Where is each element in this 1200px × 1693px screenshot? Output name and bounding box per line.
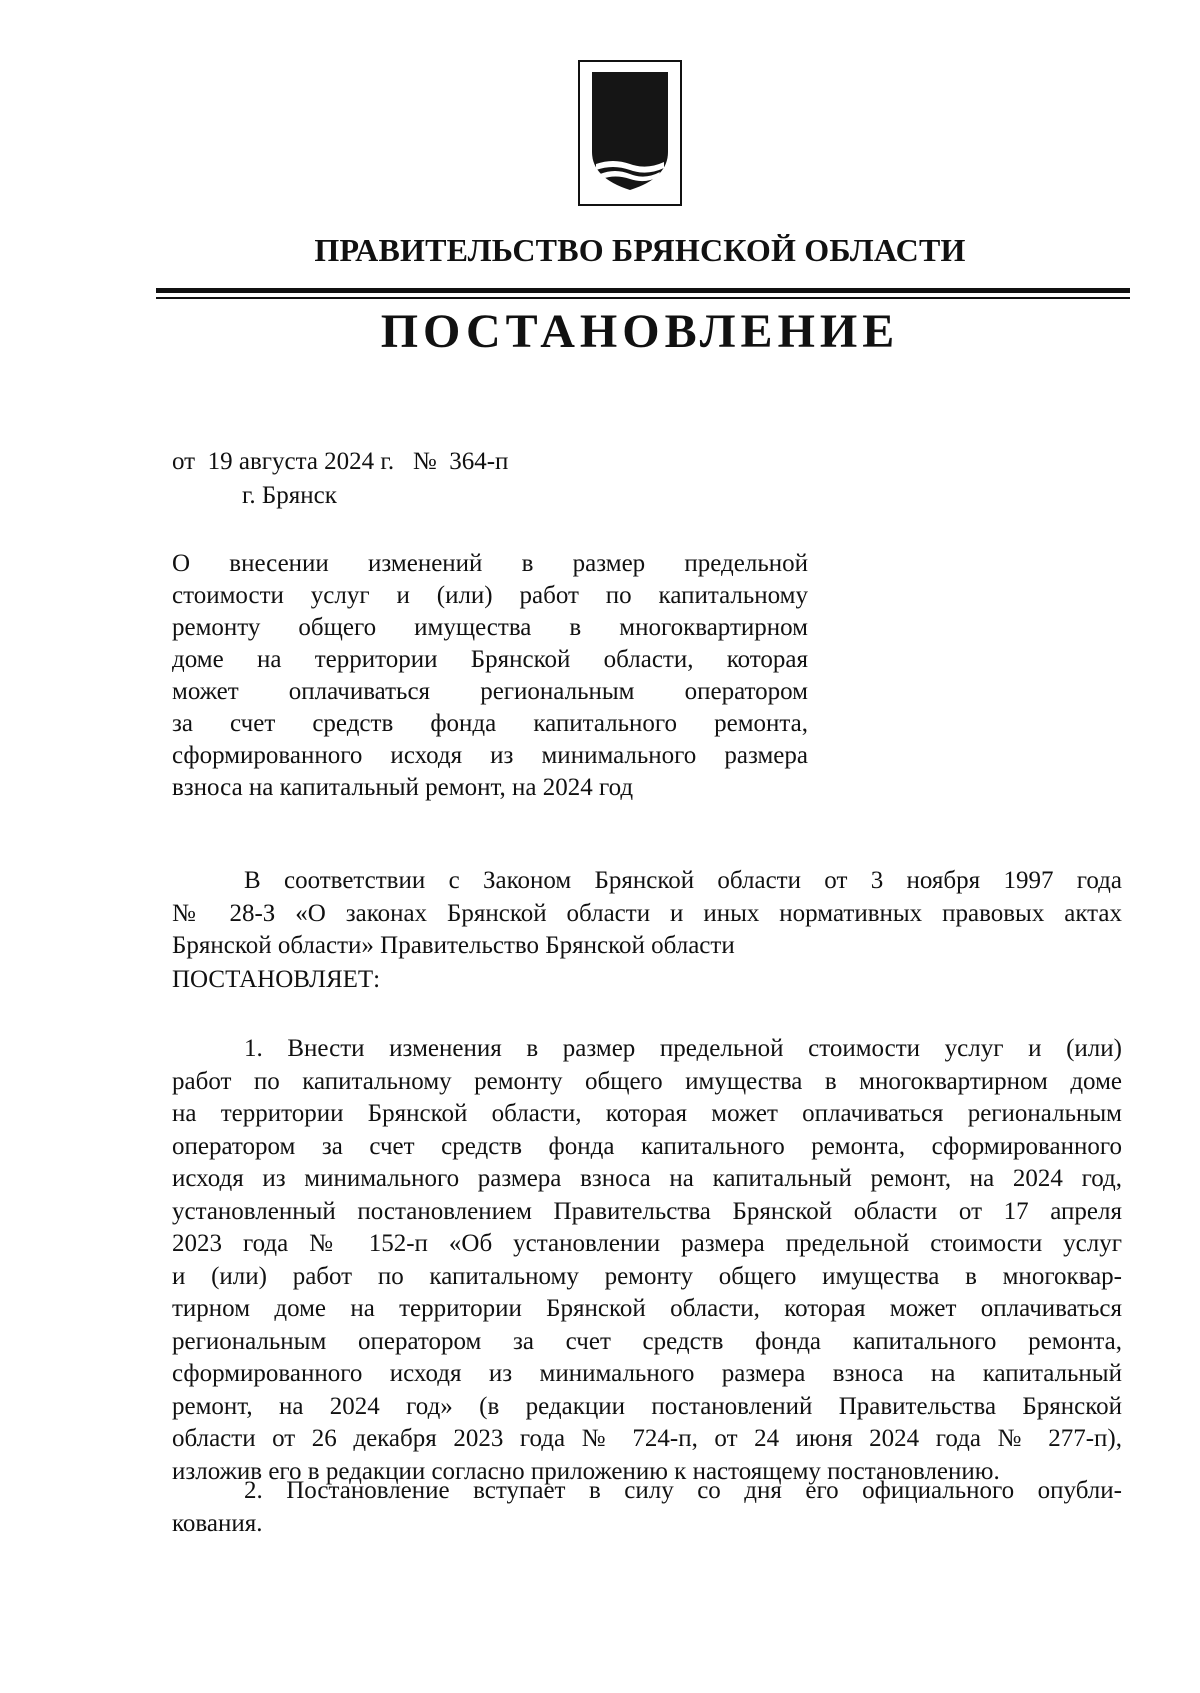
subject-line: сформированного исходя из минимального размера xyxy=(172,742,808,769)
subject-line: доме на территории Брянской области, которая xyxy=(172,646,808,673)
paragraph-line: установленный постановлением Правительства Брянской области от 17 апреля xyxy=(172,1197,1122,1225)
subject-line: ремонту общего имущества в многоквартирном xyxy=(172,614,808,641)
document-kind-title: ПОСТАНОВЛЕНИЕ xyxy=(380,305,900,358)
paragraph-line: 2. Постановление вступает в силу со дня его официального опубли- xyxy=(244,1477,1122,1504)
subject-line: за счет средств фонда капитального ремонта, xyxy=(172,710,808,737)
paragraph-line: оператором за счет средств фонда капитального ремонта, сформированного xyxy=(172,1132,1122,1160)
preamble-line: № 28-З «О законах Брянской области и иных нормативных правовых актах xyxy=(172,899,1122,927)
document-city: г. Брянск xyxy=(242,482,337,509)
header-rule-thin xyxy=(156,297,1130,299)
document-date: 19 августа 2024 г. xyxy=(207,448,395,475)
subject-line: может оплачиваться региональным оператором xyxy=(172,678,808,705)
paragraph-line: 1. Внести изменения в размер предельной стоимости услуг и (или) xyxy=(244,1035,1122,1062)
date-number-line xyxy=(172,448,508,476)
document-subject xyxy=(172,548,808,804)
paragraph-line: региональным оператором за счет средств фонда капитального ремонта, xyxy=(172,1327,1122,1355)
subject-line: О внесении изменений в размер предельной xyxy=(172,550,808,577)
paragraph-line: работ по капитальному ремонту общего имущества в многоквартирном доме xyxy=(172,1067,1122,1095)
header-rule-thick xyxy=(156,288,1130,293)
paragraph-line: исходя из минимального размера взноса на капитальный ремонт, на 2024 год, xyxy=(172,1165,1122,1192)
number-label: № xyxy=(412,448,437,475)
paragraph-line: на территории Брянской области, которая может оплачиваться региональным xyxy=(172,1100,1122,1127)
government-title: ПРАВИТЕЛЬСТВО БРЯНСКОЙ ОБЛАСТИ xyxy=(314,232,966,268)
paragraph-line: и (или) работ по капитальному ремонту общего имущества в многоквар- xyxy=(172,1262,1122,1290)
paragraph-1 xyxy=(172,1033,1122,1488)
paragraph-line: 2023 года № 152-п «Об установлении размера предельной стоимости услуг xyxy=(172,1230,1122,1257)
paragraph-line: изложив его в редакции согласно приложению к настоящему постановлению. xyxy=(172,1457,1000,1485)
from-label: от xyxy=(172,448,196,475)
preamble-line: Брянской области» Правительство Брянской области xyxy=(172,932,735,959)
paragraph-2 xyxy=(172,1475,1122,1540)
preamble-line: В соответствии с Законом Брянской области от 3 ноября 1997 года xyxy=(244,867,1122,894)
paragraph-line: области от 26 декабря 2023 года № 724-п, от 24 июня 2024 года № 277-п), xyxy=(172,1425,1122,1452)
preamble xyxy=(172,865,1122,963)
resolve-word: ПОСТАНОВЛЯЕТ: xyxy=(172,966,381,993)
subject-line: стоимости услуг и (или) работ по капитальному xyxy=(172,582,808,609)
subject-line: взноса на капитальный ремонт, на 2024 год xyxy=(172,774,634,801)
paragraph-line: сформированного исходя из минимального размера взноса на капитальный xyxy=(172,1360,1122,1387)
paragraph-line: тирном доме на территории Брянской области, которая может оплачиваться xyxy=(172,1295,1122,1322)
paragraph-line: ремонт, на 2024 год» (в редакции постановлений Правительства Брянской xyxy=(172,1392,1122,1420)
paragraph-line: кования. xyxy=(172,1509,263,1537)
coat-of-arms-emblem xyxy=(578,60,682,206)
document-number: 364-п xyxy=(449,448,509,475)
